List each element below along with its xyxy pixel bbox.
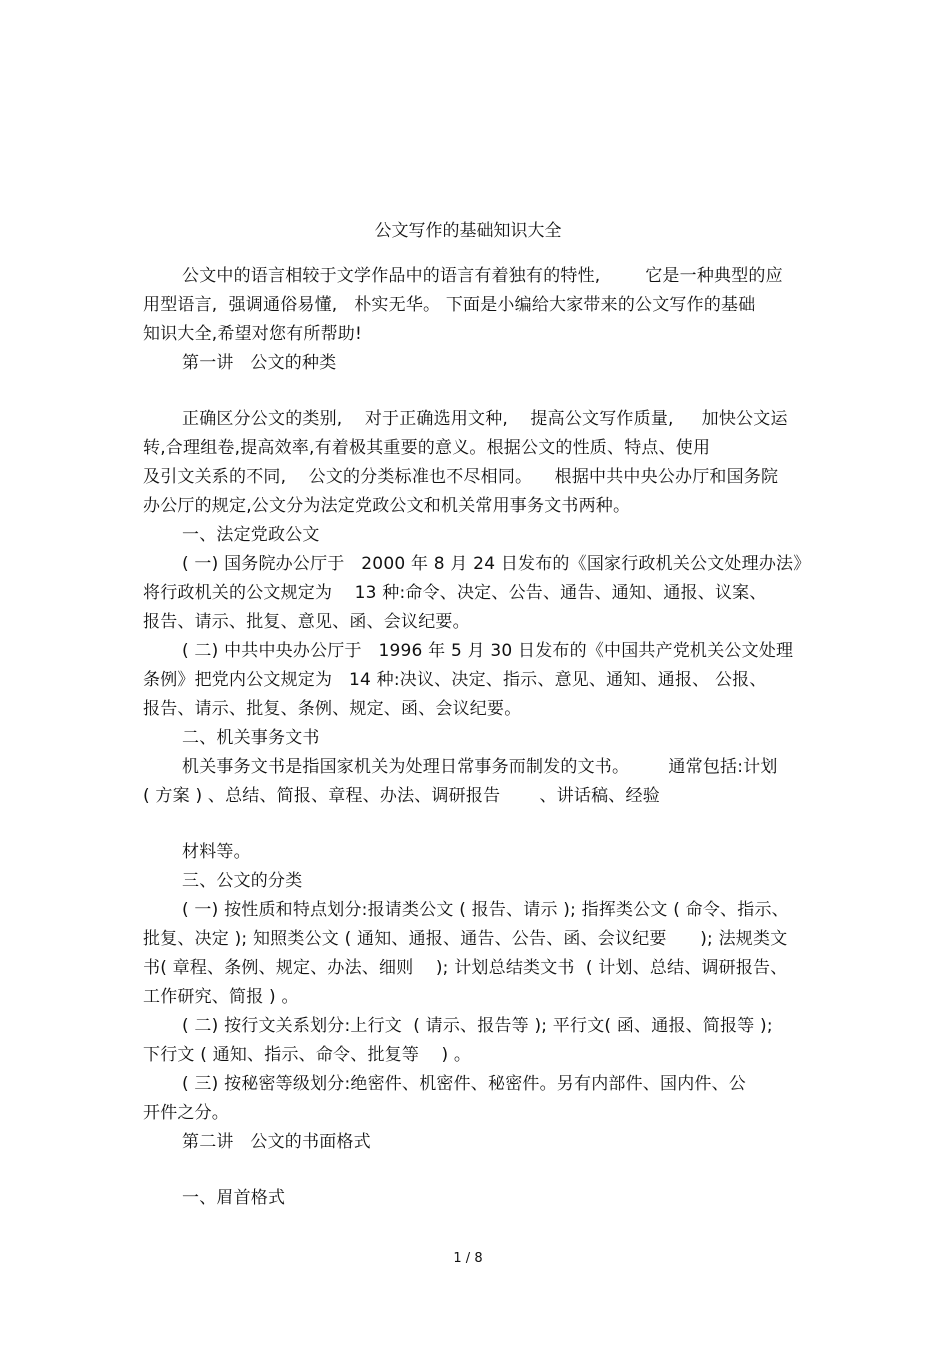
paragraph-line: 用型语言, 强调通俗易懂, 朴实无华。 下面是小编给大家带来的公文写作的基础 <box>143 295 756 315</box>
paragraph-line: 批复、决定 ); 知照类公文 ( 通知、通报、通告、公告、函、会议纪要 ); 法规类文 <box>143 929 788 949</box>
paragraph-line: 知识大全,希望对您有所帮助! <box>143 324 363 344</box>
paragraph-line: ( 二) 中共中央办公厅于 1996 年 5 月 30 日发布的《中国共产党机关公文处理 <box>182 641 794 661</box>
paragraph-line: 条例》把党内公文规定为 14 种:决议、决定、指示、意见、通知、通报、 公报、 <box>143 670 767 690</box>
subsection-heading: 三、公文的分类 <box>182 871 303 891</box>
subsection-heading: 一、法定党政公文 <box>182 525 320 545</box>
paragraph-line: ( 方案 ) 、总结、简报、章程、办法、调研报告 、讲话稿、经验 <box>143 786 660 806</box>
paragraph-line: ( 二) 按行文关系划分:上行文 ( 请示、报告等 ); 平行文( 函、通报、简报等 ); <box>182 1016 773 1036</box>
section-heading: 第二讲 公文的书面格式 <box>182 1132 371 1152</box>
paragraph-line: 正确区分公文的类别, 对于正确选用文种, 提高公文写作质量, 加快公文运 <box>182 409 788 429</box>
paragraph-line: 将行政机关的公文规定为 13 种:命令、决定、公告、通告、通知、通报、议案、 <box>143 583 767 603</box>
paragraph-line: 下行文 ( 通知、指示、命令、批复等 ) 。 <box>143 1045 472 1065</box>
paragraph-line: ( 一) 国务院办公厅于 2000 年 8 月 24 日发布的《国家行政机关公文处理办法》 <box>182 554 811 574</box>
paragraph-line: 工作研究、简报 ) 。 <box>143 987 299 1007</box>
paragraph-line: 书( 章程、条例、规定、办法、细则 ); 计划总结类文书 ( 计划、总结、调研报告、 <box>143 958 788 978</box>
paragraph-line: 及引文关系的不同, 公文的分类标准也不尽相同。 根据中共中央公办厅和国务院 <box>143 467 779 487</box>
paragraph-line: 公文中的语言相较于文学作品中的语言有着独有的特性, 它是一种典型的应 <box>182 266 783 286</box>
subsection-heading: 一、眉首格式 <box>182 1188 286 1208</box>
paragraph-line: 开件之分。 <box>143 1103 229 1123</box>
paragraph-line: 报告、请示、批复、条例、规定、函、会议纪要。 <box>143 699 522 719</box>
paragraph-line: ( 一) 按性质和特点划分:报请类公文 ( 报告、请示 ); 指挥类公文 ( 命令、指示、 <box>182 900 789 920</box>
paragraph-line: 报告、请示、批复、意见、函、会议纪要。 <box>143 612 470 632</box>
page-number: 1 / 8 <box>453 1251 483 1266</box>
paragraph-line: 材料等。 <box>182 842 251 862</box>
section-heading: 第一讲 公文的种类 <box>182 353 337 373</box>
paragraph-line: ( 三) 按秘密等级划分:绝密件、机密件、秘密件。另有内部件、国内件、公 <box>182 1074 746 1094</box>
subsection-heading: 二、机关事务文书 <box>182 728 320 748</box>
paragraph-line: 办公厅的规定,公文分为法定党政公文和机关常用事务文书两种。 <box>143 496 631 516</box>
paragraph-line: 机关事务文书是指国家机关为处理日常事务而制发的文书。 通常包括:计划 <box>182 757 778 777</box>
document-title: 公文写作的基础知识大全 <box>374 221 562 241</box>
paragraph-line: 转,合理组卷,提高效率,有着极其重要的意义。根据公文的性质、特点、使用 <box>143 438 711 458</box>
